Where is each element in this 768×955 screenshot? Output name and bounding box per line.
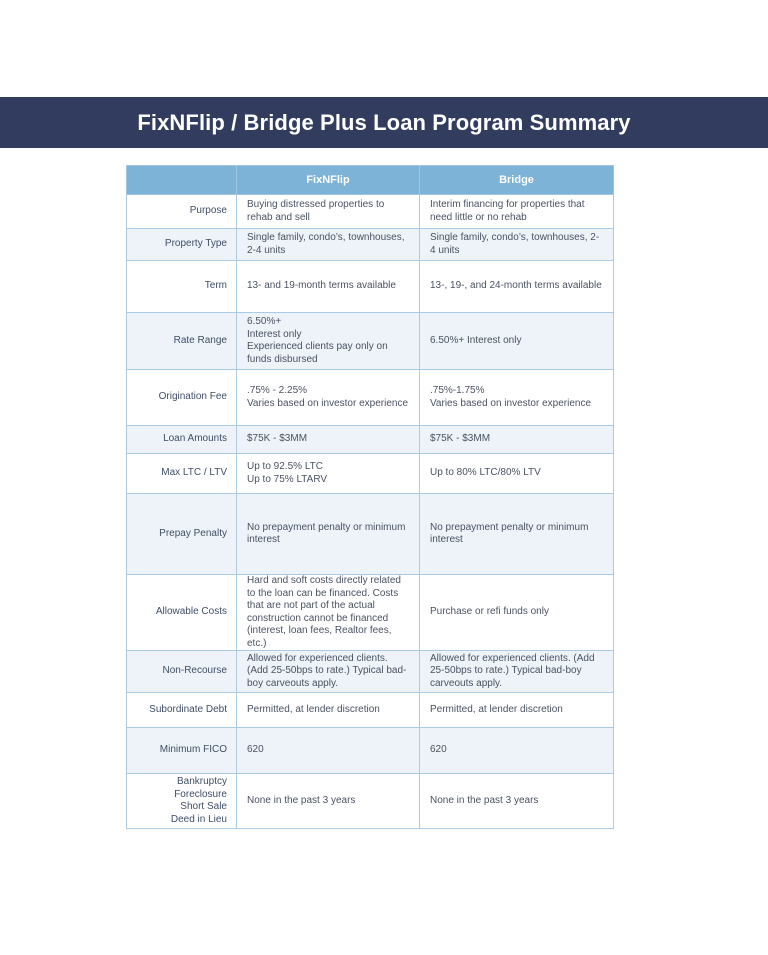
row-label: Bankruptcy Foreclosure Short Sale Deed in Lieu bbox=[127, 774, 237, 829]
bridge-cell: $75K - $3MM bbox=[420, 426, 614, 454]
row-label: Property Type bbox=[127, 229, 237, 261]
row-rate-range bbox=[127, 313, 614, 370]
row-label: Subordinate Debt bbox=[127, 693, 237, 728]
row-bankruptcy bbox=[127, 774, 614, 829]
row-label: Term bbox=[127, 261, 237, 313]
header-row bbox=[127, 166, 614, 195]
bridge-cell: Up to 80% LTC/80% LTV bbox=[420, 454, 614, 494]
fixnflip-cell: Permitted, at lender discretion bbox=[237, 693, 420, 728]
page-title: FixNFlip / Bridge Plus Loan Program Summary bbox=[0, 97, 768, 148]
fixnflip-cell: Single family, condo’s, townhouses, 2-4 units bbox=[237, 229, 420, 261]
fixnflip-cell: $75K - $3MM bbox=[237, 426, 420, 454]
row-allowable-costs bbox=[127, 575, 614, 651]
fixnflip-cell: 6.50%+ Interest only Experienced clients pay only on funds disbursed bbox=[237, 313, 420, 370]
loan-summary-table bbox=[126, 165, 614, 829]
bridge-cell: No prepayment penalty or minimum interest bbox=[420, 494, 614, 575]
row-label: Rate Range bbox=[127, 313, 237, 370]
fixnflip-cell: Hard and soft costs directly related to the loan can be financed. Costs that are not part of the actual construction cannot be financed (interest, loan fees, Realtor fees, etc.) bbox=[237, 575, 420, 651]
bridge-cell: None in the past 3 years bbox=[420, 774, 614, 829]
bridge-cell: .75%-1.75% Varies based on investor experience bbox=[420, 370, 614, 426]
row-term bbox=[127, 261, 614, 313]
row-label: Purpose bbox=[127, 195, 237, 229]
fixnflip-cell: Allowed for experienced clients. (Add 25-50bps to rate.) Typical bad-boy carveouts apply. bbox=[237, 651, 420, 693]
row-label: Origination Fee bbox=[127, 370, 237, 426]
header-fixnflip: FixNFlip bbox=[237, 166, 420, 195]
fixnflip-cell: 620 bbox=[237, 728, 420, 774]
row-origination-fee bbox=[127, 370, 614, 426]
bridge-cell: Permitted, at lender discretion bbox=[420, 693, 614, 728]
fixnflip-cell: No prepayment penalty or minimum interest bbox=[237, 494, 420, 575]
fixnflip-cell: .75% - 2.25% Varies based on investor experience bbox=[237, 370, 420, 426]
fixnflip-cell: None in the past 3 years bbox=[237, 774, 420, 829]
bridge-cell: 620 bbox=[420, 728, 614, 774]
fixnflip-cell: 13- and 19-month terms available bbox=[237, 261, 420, 313]
fixnflip-cell: Buying distressed properties to rehab and sell bbox=[237, 195, 420, 229]
header-bridge: Bridge bbox=[420, 166, 614, 195]
row-label: Prepay Penalty bbox=[127, 494, 237, 575]
row-label: Minimum FICO bbox=[127, 728, 237, 774]
bridge-cell: Purchase or refi funds only bbox=[420, 575, 614, 651]
fixnflip-cell: Up to 92.5% LTC Up to 75% LTARV bbox=[237, 454, 420, 494]
row-prepay-penalty bbox=[127, 494, 614, 575]
bridge-cell: Interim financing for properties that need little or no rehab bbox=[420, 195, 614, 229]
row-subordinate-debt bbox=[127, 693, 614, 728]
bridge-cell: Single family, condo’s, townhouses, 2-4 units bbox=[420, 229, 614, 261]
header-blank bbox=[127, 166, 237, 195]
row-label: Max LTC / LTV bbox=[127, 454, 237, 494]
bridge-cell: Allowed for experienced clients. (Add 25-50bps to rate.) Typical bad-boy carveouts apply. bbox=[420, 651, 614, 693]
row-non-recourse bbox=[127, 651, 614, 693]
bridge-cell: 6.50%+ Interest only bbox=[420, 313, 614, 370]
row-minimum-fico bbox=[127, 728, 614, 774]
row-label: Allowable Costs bbox=[127, 575, 237, 651]
row-purpose bbox=[127, 195, 614, 229]
bridge-cell: 13-, 19-, and 24-month terms available bbox=[420, 261, 614, 313]
row-label: Non-Recourse bbox=[127, 651, 237, 693]
row-property-type bbox=[127, 229, 614, 261]
row-loan-amounts bbox=[127, 426, 614, 454]
row-label: Loan Amounts bbox=[127, 426, 237, 454]
row-max-ltc-ltv bbox=[127, 454, 614, 494]
